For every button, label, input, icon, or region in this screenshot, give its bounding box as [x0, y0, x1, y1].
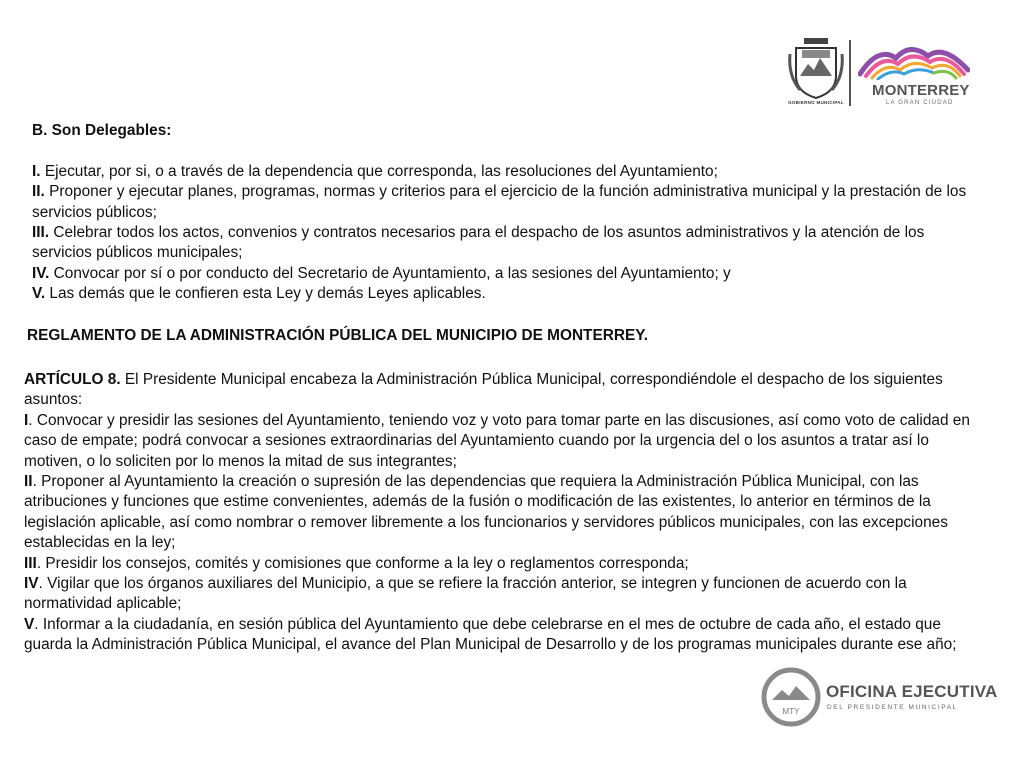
item-number: II	[24, 473, 33, 491]
item-number: IV	[24, 575, 39, 593]
mty-badge-icon	[760, 666, 822, 728]
badge-text: MTY	[782, 707, 800, 716]
list-item	[24, 574, 990, 615]
reglamento-title: REGLAMENTO DE LA ADMINISTRACIÓN PÚBLICA DEL MUNICIPIO DE MONTERREY.	[27, 327, 649, 344]
list-item	[24, 472, 990, 554]
seal-caption: GOBIERNO MUNICIPAL	[788, 100, 844, 105]
item-text: Ejecutar, por si, o a través de la dependencia que corresponda, las resoluciones del Ayuntamiento;	[40, 162, 718, 180]
item-number: III.	[32, 224, 50, 242]
list-item	[32, 162, 982, 182]
item-number: III	[24, 554, 37, 572]
list-item	[32, 284, 982, 304]
monterrey-mountains-icon	[858, 40, 970, 80]
item-text: . Convocar y presidir las sesiones del Ayuntamiento, teniendo voz y voto para tomar parte en las discusiones, así como voto de calidad en caso de empate; podrá convocar a sesiones extraordinarias del Ayuntamiento cuando por la urgencia del o los asuntos a tratar así lo motiven, o lo soliciten por lo menos la mitad de sus integrantes;	[24, 411, 970, 470]
spacer	[32, 141, 982, 161]
articulo-8	[24, 370, 990, 656]
item-number: II.	[32, 183, 45, 201]
brand-name: MONTERREY	[872, 82, 970, 99]
item-text: . Presidir los consejos, comités y comisiones que conforme a la ley o reglamentos corresponda;	[36, 554, 689, 572]
articulo-intro-text: El Presidente Municipal encabeza la Administración Pública Municipal, correspondiéndole el despacho de los siguientes asuntos:	[24, 371, 943, 409]
articulo-intro	[24, 370, 990, 411]
item-text: Celebrar todos los actos, convenios y contratos necesarios para el despacho de los asuntos administrativos y la atención de los servicios públicos municipales;	[32, 224, 925, 262]
list-item	[24, 615, 990, 656]
item-number: V	[24, 615, 35, 633]
item-text: . Informar a la ciudadanía, en sesión pública del Ayuntamiento que debe celebrarse en el mes de octubre de cada año, el estado que guarda la Administración Pública Municipal, el avance del Plan Municipal de Desarrollo y de los programas municipales durante ese año;	[24, 615, 957, 654]
item-text: Proponer y ejecutar planes, programas, normas y criterios para el ejercicio de la función administrativa municipal y la prestación de los servicios públicos;	[32, 183, 967, 221]
office-title: OFICINA EJECUTIVA	[826, 682, 998, 701]
list-item	[32, 264, 982, 284]
office-subtitle: DEL PRESIDENTE MUNICIPAL	[827, 704, 958, 711]
item-text: Las demás que le confieren esta Ley y demás Leyes aplicables.	[45, 285, 486, 303]
item-text: . Proponer al Ayuntamiento la creación o supresión de las dependencias que requiera la Administración Pública Municipal, con las atribuciones y funciones que estime convenientes, además de la fusión o modificación de las existentes, lo anterior en términos de la legislación aplicable, así como nombrar o remover libremente a los funcionarios y servidores públicos municipales, con las excepciones establecidas en la ley;	[24, 473, 948, 552]
item-number: I	[24, 411, 29, 429]
header-logos	[786, 36, 986, 112]
section-b-heading: B. Son Delegables:	[32, 122, 172, 139]
list-item	[24, 411, 990, 472]
item-text: . Vigilar que los órganos auxiliares del Municipio, a que se refiere la fracción anterior, se integren y funcionen de acuerdo con la normatividad aplicable;	[24, 575, 907, 613]
item-number: V.	[32, 285, 46, 303]
list-item	[32, 182, 982, 223]
brand-tagline: LA GRAN CIUDAD	[886, 100, 954, 106]
item-number: IV.	[32, 264, 50, 282]
list-item	[24, 554, 990, 574]
footer-logo	[760, 664, 1010, 728]
list-item	[32, 223, 982, 264]
item-number: I.	[32, 162, 41, 180]
articulo-label: ARTÍCULO 8.	[24, 371, 121, 388]
logo-divider	[849, 40, 851, 106]
item-text: Convocar por sí o por conducto del Secretario de Ayuntamiento, a las sesiones del Ayuntamiento; y	[49, 264, 731, 282]
section-b	[32, 121, 982, 305]
